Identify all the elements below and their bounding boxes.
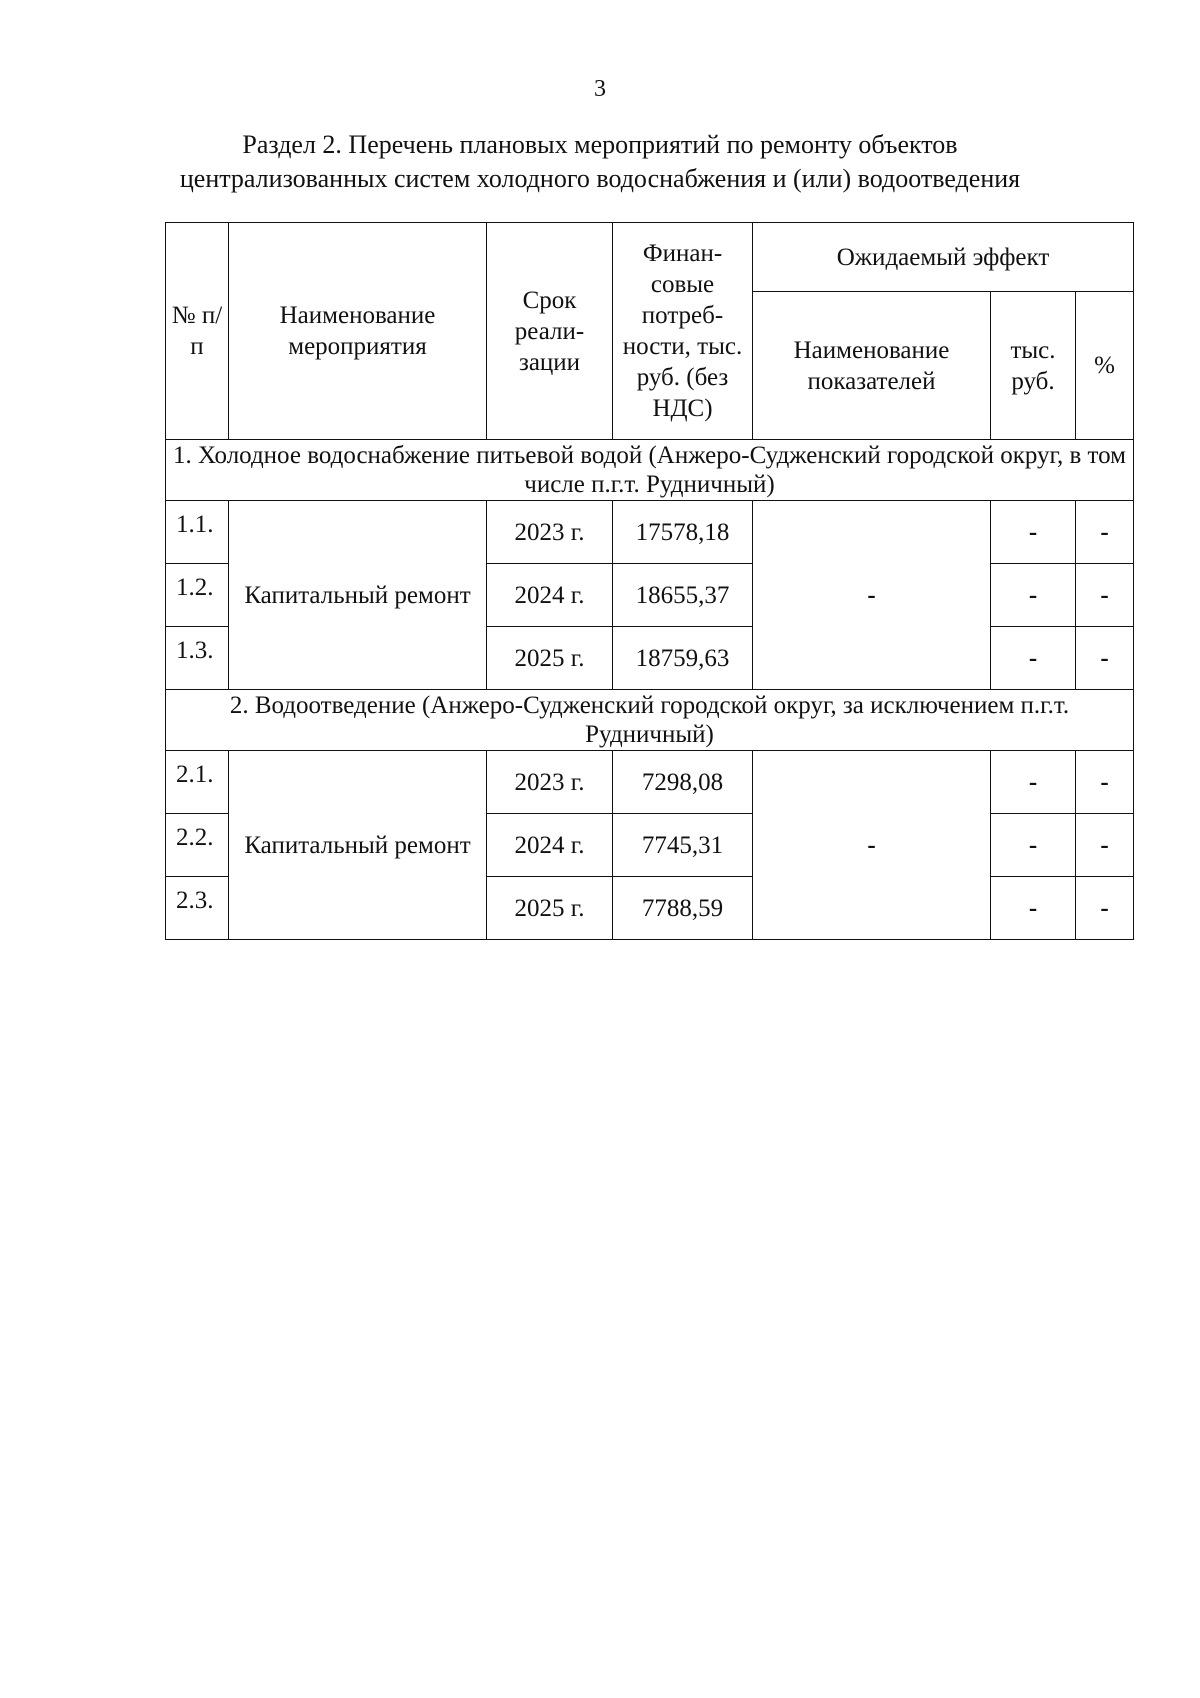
- measure-cell: Капитальный ремонт: [229, 751, 487, 940]
- finance-cell: 17578,18: [613, 501, 753, 564]
- row-number: 2.3.: [166, 877, 229, 940]
- row-number: 1.3.: [166, 627, 229, 690]
- measures-table: [165, 222, 1134, 940]
- percent-cell: -: [1076, 814, 1134, 877]
- row-number: 1.2.: [166, 564, 229, 627]
- finance-cell: 18759,63: [613, 627, 753, 690]
- term-cell: 2025 г.: [487, 627, 613, 690]
- header-indicator-name: Наименование показателей: [753, 292, 991, 440]
- finance-cell: 7745,31: [613, 814, 753, 877]
- row-number: 2.1.: [166, 751, 229, 814]
- measure-cell: Капитальный ремонт: [229, 501, 487, 690]
- header-num: № п/п: [166, 223, 229, 440]
- section-title-cell: 2. Водоотведение (Анжеро-Судженский городской округ, за исключением п.г.т. Рудничный): [166, 690, 1134, 751]
- finance-cell: 18655,37: [613, 564, 753, 627]
- section-title-cell: 1. Холодное водоснабжение питьевой водой (Анжеро-Судженский городской округ, в том числе п.г.т. Рудничный): [166, 440, 1134, 501]
- header-finance: Финан-совые потреб-ности, тыс. руб. (без НДС): [613, 223, 753, 440]
- percent-cell: -: [1076, 877, 1134, 940]
- percent-cell: -: [1076, 564, 1134, 627]
- percent-cell: -: [1076, 627, 1134, 690]
- header-percent: %: [1076, 292, 1134, 440]
- section-row: [166, 440, 1134, 501]
- term-cell: 2023 г.: [487, 501, 613, 564]
- table-row: [166, 751, 1134, 814]
- header-measure-name: Наименование мероприятия: [229, 223, 487, 440]
- finance-cell: 7788,59: [613, 877, 753, 940]
- section-row: [166, 690, 1134, 751]
- percent-cell: -: [1076, 501, 1134, 564]
- thousand-rub-cell: -: [991, 814, 1076, 877]
- term-cell: 2023 г.: [487, 751, 613, 814]
- term-cell: 2024 г.: [487, 814, 613, 877]
- thousand-rub-cell: -: [991, 627, 1076, 690]
- row-number: 1.1.: [166, 501, 229, 564]
- indicator-cell: -: [753, 751, 991, 940]
- table-row: [166, 501, 1134, 564]
- thousand-rub-cell: -: [991, 564, 1076, 627]
- thousand-rub-cell: -: [991, 501, 1076, 564]
- thousand-rub-cell: -: [991, 877, 1076, 940]
- thousand-rub-cell: -: [991, 751, 1076, 814]
- term-cell: 2025 г.: [487, 877, 613, 940]
- section-title: [100, 128, 1100, 196]
- section-title-line-2: централизованных систем холодного водоснабжения и (или) водоотведения: [179, 164, 1021, 193]
- term-cell: 2024 г.: [487, 564, 613, 627]
- indicator-cell: -: [753, 501, 991, 690]
- header-row-1: [166, 223, 1134, 292]
- finance-cell: 7298,08: [613, 751, 753, 814]
- header-expected-effect: Ожидаемый эффект: [753, 223, 1134, 292]
- row-number: 2.2.: [166, 814, 229, 877]
- header-thousand-rub: тыс. руб.: [991, 292, 1076, 440]
- percent-cell: -: [1076, 751, 1134, 814]
- page-number: 3: [594, 76, 606, 102]
- section-title-line-1: Раздел 2. Перечень плановых мероприятий по ремонту объектов: [242, 130, 958, 159]
- header-term: Срок реали-зации: [487, 223, 613, 440]
